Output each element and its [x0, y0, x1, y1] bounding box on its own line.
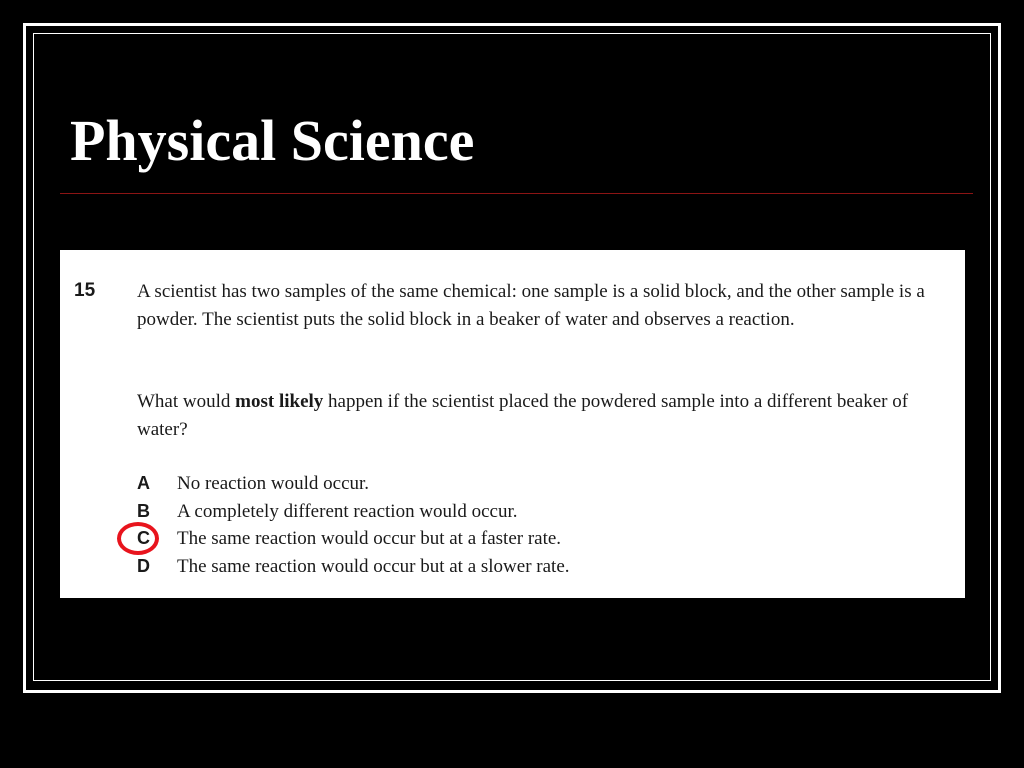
choice-text: The same reaction would occur but at a slower rate. — [177, 555, 570, 577]
choice-letter: B — [137, 500, 150, 521]
prompt-text-after: happen if the scientist placed the powdered sample into a different beaker of water? — [137, 391, 909, 440]
choice-text: No reaction would occur. — [177, 473, 370, 494]
question-prompt — [137, 388, 947, 443]
question-number: 15 — [74, 280, 96, 301]
slide-title: Physical Science — [70, 108, 475, 173]
prompt-emphasis: most likely — [235, 391, 324, 412]
question-panel — [60, 250, 965, 598]
choice-text: The same reaction would occur but at a faster rate. — [177, 528, 562, 549]
choice-letter: A — [137, 473, 150, 493]
prompt-text-before: What would — [137, 391, 236, 412]
question-stem: A scientist has two samples of the same chemical: one sample is a solid block, and the other sample is a powder. The scientist puts the solid block in a beaker of water and observes a reaction. — [137, 281, 925, 330]
choice-letter: D — [137, 555, 150, 576]
title-divider — [60, 193, 973, 194]
choice-text: A completely different reaction would occur. — [177, 500, 518, 522]
choice-letter: C — [137, 528, 150, 548]
